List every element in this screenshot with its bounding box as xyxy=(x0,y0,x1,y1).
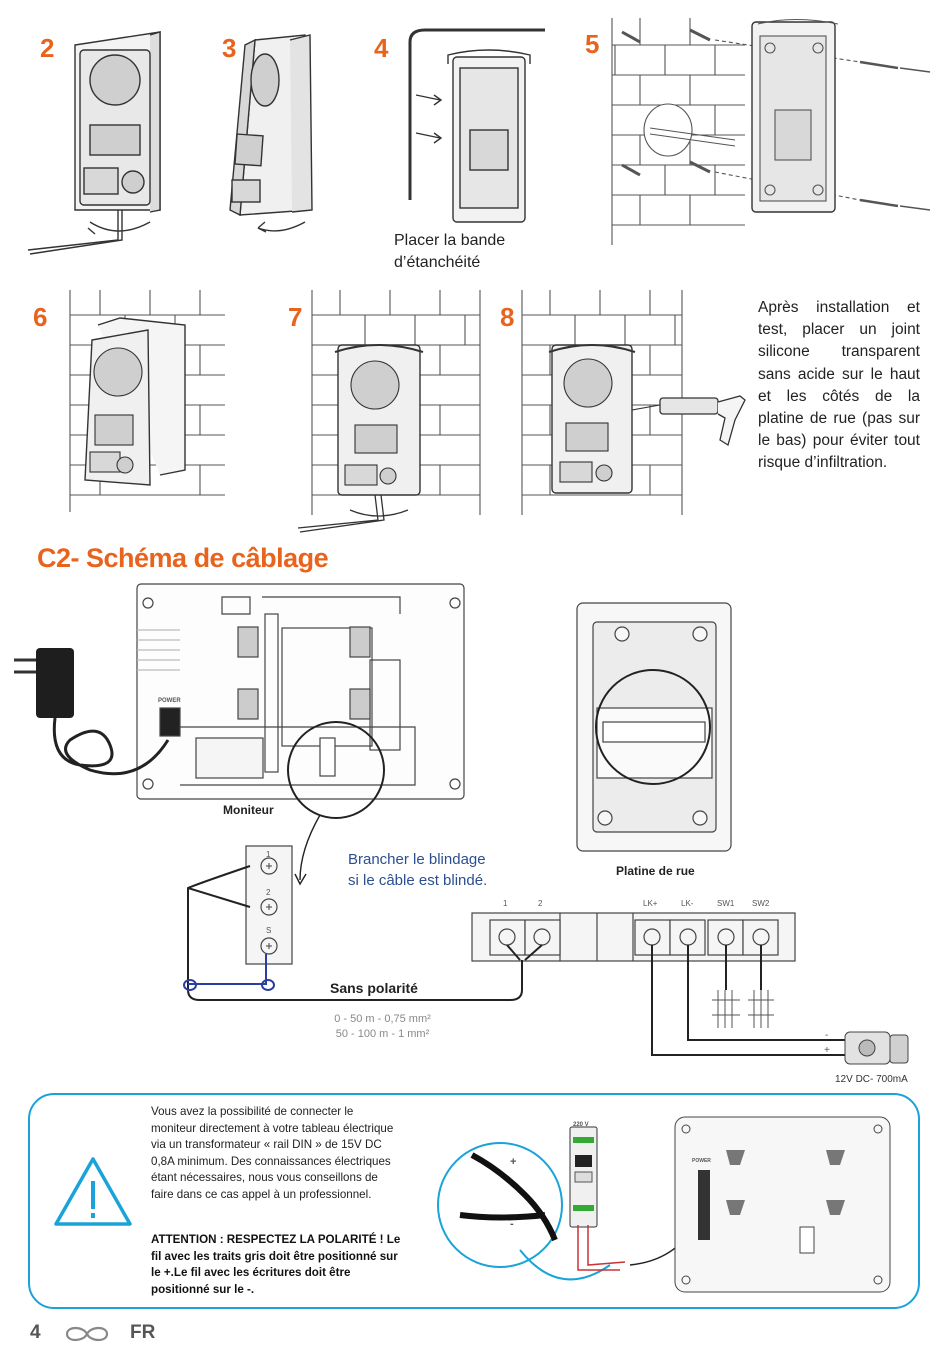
step4-caption-line2: d’étanchéité xyxy=(394,254,481,271)
small-monitor-power-label: POWER xyxy=(692,1158,711,1164)
cable-spec-1: 0 - 50 m - 0,75 mm² xyxy=(334,1013,431,1025)
street-panel-label: Platine de rue xyxy=(616,864,695,878)
lock-minus-label: - xyxy=(825,1030,829,1041)
shield-note-line2: si le câble est blindé. xyxy=(348,872,488,889)
panel-terminal-2: 2 xyxy=(538,899,543,908)
step-number-6: 6 xyxy=(33,302,48,332)
panel-terminal-1: 1 xyxy=(503,899,508,908)
monitor-power-label: POWER xyxy=(158,698,181,704)
step8-note: Après installation et test, placer un joint silicone transparent sans acide sur le haut et les côtés de la platine de rue (pas sur le bas) pour éviter tout risque d’infiltration. xyxy=(758,299,920,472)
step-number-7: 7 xyxy=(288,302,303,332)
wire-minus-label: - xyxy=(510,1218,514,1230)
cable-spec-2: 50 - 100 m - 1 mm² xyxy=(335,1028,430,1040)
wire-plus-label: + xyxy=(510,1156,517,1168)
monitor-label: Moniteur xyxy=(223,803,274,817)
step-number-4: 4 xyxy=(374,33,389,63)
panel-terminal-lk-minus: LK- xyxy=(681,899,694,908)
language-code: FR xyxy=(130,1322,156,1343)
step-number-5: 5 xyxy=(585,29,600,59)
panel-terminal-lk-plus: LK+ xyxy=(643,899,658,908)
info-warning: ATTENTION : RESPECTEZ LA POLARITÉ ! Le fil avec les traits gris doit être positionné sur le +.Le fil avec les écritures doit être positionné sur le -. xyxy=(151,1233,401,1296)
step-number-3: 3 xyxy=(222,33,237,63)
monitor-terminal-1: 1 xyxy=(266,850,271,859)
footer xyxy=(30,1322,41,1344)
monitor-terminal-s: S xyxy=(266,926,272,935)
polarity-label: Sans polarité xyxy=(330,980,418,996)
lock-plus-label: + xyxy=(824,1045,830,1056)
step4-caption-line1: Placer la bande xyxy=(394,232,506,249)
monitor-terminal-2: 2 xyxy=(266,888,271,897)
step-number-8: 8 xyxy=(500,302,515,332)
page-number: 4 xyxy=(30,1322,41,1343)
din-220v-label: 220 V xyxy=(573,1122,589,1128)
lock-spec-label: 12V DC- 700mA xyxy=(835,1074,908,1085)
step-number-2: 2 xyxy=(40,33,55,63)
shield-note-line1: Brancher le blindage xyxy=(348,851,486,868)
panel-terminal-sw2: SW2 xyxy=(752,899,770,908)
section-title: C2- Schéma de câblage xyxy=(37,543,329,573)
info-text: Vous avez la possibilité de connecter le moniteur directement à votre tableau électrique via un transformateur « rail DIN » de 15V DC 0,8A minimum. Des connaissances électriques étant nécessaires, nous vous conseillons de faire dans ce cas appel à un professionnel. xyxy=(151,1105,394,1201)
brand-logo-icon xyxy=(57,1323,117,1345)
panel-terminal-sw1: SW1 xyxy=(717,899,735,908)
